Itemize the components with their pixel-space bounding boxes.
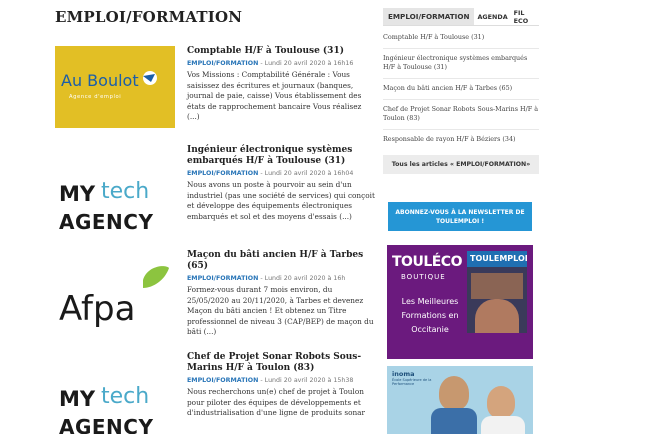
logo-name: Au Boulot — [61, 71, 139, 90]
ad-photo-person — [481, 416, 525, 434]
tab-fil-eco[interactable]: FIL ECO — [513, 8, 529, 25]
article-title[interactable]: Comptable H/F à Toulouse (31) — [187, 46, 344, 56]
svg-text:MY: MY — [59, 182, 96, 206]
article-thumbnail[interactable] — [55, 157, 175, 239]
all-articles-button[interactable]: Tous les articles « EMPLOI/FORMATION» — [383, 155, 539, 174]
sidebar-item[interactable]: Responsable de rayon H/F à Béziers (34) — [383, 135, 516, 143]
svg-text:MY: MY — [59, 387, 96, 411]
magazine-headlines — [471, 273, 523, 299]
mytech-logo — [55, 157, 175, 239]
article-date: Lundi 20 avril 2020 à 15h38 — [264, 377, 354, 384]
logo-tagline: Agence d'emploi — [69, 94, 122, 100]
article-meta: EMPLOI/FORMATION - Lundi 20 avril 2020 à 16h04 — [187, 170, 354, 177]
sidebar-tabs — [383, 8, 539, 26]
article-category[interactable]: EMPLOI/FORMATION — [187, 170, 259, 177]
touleco-ad[interactable] — [387, 245, 533, 359]
inoma-logo: inoma — [392, 370, 415, 378]
article-thumbnail[interactable] — [55, 258, 175, 340]
auboulot-logo — [55, 46, 175, 128]
leaf-icon — [143, 266, 169, 288]
ad-brand-sub: BOUTIQUE — [401, 273, 446, 281]
article-date: Lundi 20 avril 2020 à 16h16 — [264, 60, 354, 67]
article-title[interactable]: Maçon du bâti ancien H/F à Tarbes (65) — [187, 250, 364, 271]
svg-text:tech: tech — [101, 384, 150, 409]
page-title: EMPLOI/FORMATION — [55, 8, 243, 26]
article-date: Lundi 20 avril 2020 à 16h — [264, 275, 346, 282]
magazine-title: TOULEMPLOI — [467, 251, 527, 267]
sidebar-item[interactable]: Maçon du bâti ancien H/F à Tarbes (65) — [383, 79, 539, 100]
svg-text:Afpa: Afpa — [59, 289, 136, 329]
article-meta: EMPLOI/FORMATION - Lundi 20 avril 2020 à 16h — [187, 275, 346, 282]
article-excerpt: Formez-vous durant 7 mois environ, du 25/05/2020 au 20/11/2020, à Tarbes et devenez Maçon du bâti ancien ! Et obtenez un Titre professionnel de niveau 3 (CAP/BEP) de maçon du bâti (...) — [187, 285, 374, 337]
article-meta: EMPLOI/FORMATION - Lundi 20 avril 2020 à 16h16 — [187, 60, 354, 67]
article-thumbnail[interactable] — [55, 362, 175, 434]
ad-photo-person — [431, 408, 477, 434]
article-excerpt: Nous recherchons un(e) chef de projet à Toulon pour piloter des équipes de développements et d'industrialisation d'une ligne de produits sonar — [187, 387, 365, 418]
sidebar-item[interactable]: Comptable H/F à Toulouse (31) — [383, 28, 539, 49]
sidebar-item[interactable]: Ingénieur électronique systèmes embarqués H/F à Toulouse (31) — [383, 49, 539, 79]
ad-brand: TOULÉCO — [392, 254, 462, 270]
sidebar-list — [383, 28, 539, 150]
article-date: Lundi 20 avril 2020 à 16h04 — [264, 170, 354, 177]
article-excerpt: Vos Missions : Comptabilité Générale : Vous saisissez des écritures et journaux (banques, journal de paie, caisse) Vous établissement des états de rapprochement bancaire Vous réalisez (...) — [187, 70, 362, 122]
inoma-tagline: École Supérieure de la Performance — [392, 378, 432, 386]
article-category[interactable]: EMPLOI/FORMATION — [187, 60, 259, 67]
ad-text: Les Meilleures Formations en Occitanie — [401, 297, 459, 334]
inoma-ad[interactable] — [387, 366, 533, 434]
ad-photo-person — [487, 386, 515, 418]
tab-agenda[interactable]: AGENDA — [477, 12, 508, 21]
svg-text:AGENCY: AGENCY — [59, 415, 154, 434]
article-title[interactable]: Ingénieur électronique systèmes embarqués H/F à Toulouse (31) — [187, 145, 353, 166]
article-category[interactable]: EMPLOI/FORMATION — [187, 275, 259, 282]
sidebar — [383, 8, 539, 174]
svg-text:AGENCY: AGENCY — [59, 210, 154, 234]
sidebar-item[interactable]: Chef de Projet Sonar Robots Sous-Marins H/F à Toulon (83) — [383, 100, 539, 130]
article-category[interactable]: EMPLOI/FORMATION — [187, 377, 259, 384]
article-excerpt: Nous avons un poste à pourvoir au sein d'un industriel (pas une société de services) qui conçoit et développe des équipements électroniques embarqués et sol et des moyens d'essais (...) — [187, 180, 375, 221]
magazine-cover — [467, 251, 527, 333]
ad-photo-person — [439, 376, 469, 410]
tab-emploi-formation[interactable]: EMPLOI/FORMATION — [383, 8, 474, 25]
article-thumbnail[interactable] — [55, 46, 175, 128]
mytech-logo — [55, 362, 175, 434]
article-title[interactable]: Chef de Projet Sonar Robots Sous-Marins H/F à Toulon (83) — [187, 352, 362, 373]
magazine-photo — [475, 299, 519, 333]
svg-text:tech: tech — [101, 179, 150, 204]
newsletter-button[interactable]: ABONNEZ-VOUS À LA NEWSLETTER DE TOULEMPLOI ! — [388, 202, 532, 231]
afpa-logo — [55, 258, 175, 340]
article-meta: EMPLOI/FORMATION - Lundi 20 avril 2020 à 15h38 — [187, 377, 354, 384]
